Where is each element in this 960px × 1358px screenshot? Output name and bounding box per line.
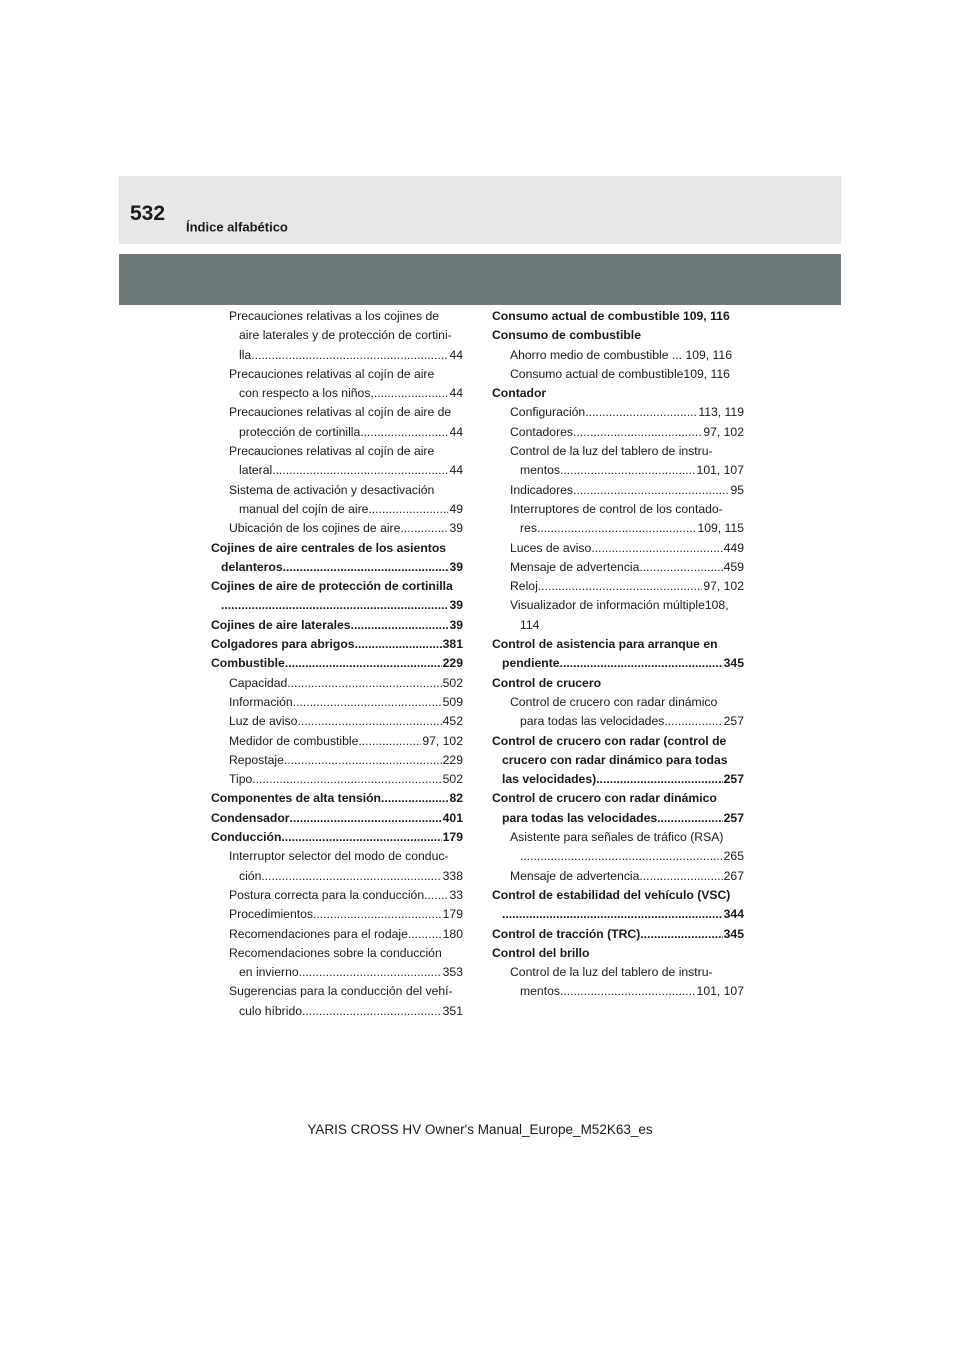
index-entry: [492, 423, 744, 442]
index-entry-text: [492, 674, 744, 693]
index-entry: [211, 751, 463, 770]
leader-dots: [560, 982, 696, 1001]
entry-label: Condensador: [211, 810, 290, 825]
entry-label: Precauciones relativas al cojín de aire: [229, 366, 435, 381]
leader-dots: [287, 674, 441, 693]
index-entry-text: [492, 789, 744, 808]
entry-label: Control de crucero: [492, 675, 602, 690]
index-entry-text: [492, 828, 744, 847]
leader-dots: [313, 905, 442, 924]
page-reference: 44: [449, 347, 463, 362]
leader-dots: [358, 732, 421, 751]
entry-label: Control de crucero con radar dinámico: [492, 791, 717, 806]
entry-label: pendiente: [502, 656, 560, 671]
entry-label: Control del brillo: [492, 945, 590, 960]
entry-label: Control de crucero con radar dinámico: [510, 694, 718, 709]
footer-manual-id: YARIS CROSS HV Owner's Manual_Europe_M52K63_es: [307, 1122, 653, 1137]
entry-label: Precauciones relativas al cojín de aire: [229, 444, 435, 459]
entry-label: crucero con radar dinámico para todas: [502, 752, 728, 767]
page-reference: 229: [442, 656, 463, 671]
entry-label: protección de cortinilla: [239, 424, 361, 439]
entry-label: Capacidad: [229, 675, 288, 690]
entry-label: Postura correcta para la conducción: [229, 887, 425, 902]
entry-label: Interruptores de control de los contado-: [510, 501, 723, 516]
index-entry: [492, 712, 744, 731]
entry-label: 114: [520, 617, 540, 632]
entry-label: Control de estabilidad del vehículo (VSC): [492, 887, 731, 902]
page-reference: 257: [723, 810, 744, 825]
entry-label: res: [520, 521, 537, 536]
entry-label: Luz de aviso: [229, 714, 298, 729]
leader-dots: [261, 867, 441, 886]
leader-dots: [284, 751, 442, 770]
section-title: Índice alfabético: [186, 219, 288, 235]
page-reference: 109, 115: [697, 521, 744, 536]
index-entry: [211, 828, 463, 847]
index-entry: [211, 886, 463, 905]
entry-label: Repostaje: [229, 752, 284, 767]
index-entry: [211, 905, 463, 924]
index-entry: [211, 616, 463, 635]
entry-label: mentos: [520, 984, 560, 999]
index-entry: [211, 674, 463, 693]
title-bar: [119, 254, 841, 305]
leader-dots: [297, 712, 441, 731]
entry-label: ción: [239, 868, 262, 883]
index-entry-text: [492, 500, 744, 519]
entry-label: Componentes de alta tensión: [211, 791, 381, 806]
page-reference: 345: [723, 926, 744, 941]
page-reference: 113, 119: [698, 405, 744, 420]
entry-label: Recomendaciones para el rodaje: [229, 926, 408, 941]
page-reference: 179: [442, 830, 463, 845]
leader-dots: [640, 925, 722, 944]
leader-dots: [424, 886, 448, 905]
page-reference: 509: [442, 694, 463, 709]
index-entry: [492, 461, 744, 480]
entry-label: lla: [239, 347, 252, 362]
page-reference: 229: [442, 752, 463, 767]
page-reference: 452: [442, 714, 463, 729]
leader-dots: [368, 500, 448, 519]
index-entry-text: [492, 732, 744, 751]
entry-label: Contador: [492, 386, 547, 401]
leader-dots: [302, 1002, 442, 1021]
index-entry-text: [211, 982, 463, 1001]
page-reference: 44: [449, 386, 463, 401]
entry-label: Control de la luz del tablero de instru-: [510, 444, 713, 459]
page-reference: 49: [449, 501, 463, 516]
index-entry-text: [492, 384, 744, 403]
leader-dots: [664, 712, 722, 731]
entry-label: Precauciones relativas al cojín de aire de: [229, 405, 452, 420]
entry-label: Visualizador de información múltiple108,: [510, 598, 729, 613]
page-reference: 97, 102: [422, 733, 463, 748]
page-reference: 257: [723, 772, 744, 787]
index-entry: [492, 558, 744, 577]
entry-label: Cojines de aire de protección de cortinilla: [211, 579, 453, 594]
index-entry: [211, 654, 463, 673]
entry-label: Indicadores: [510, 482, 574, 497]
page-reference: 257: [723, 714, 744, 729]
page-reference: 180: [442, 926, 463, 941]
leader-dots: [408, 925, 442, 944]
index-entry: [492, 403, 744, 422]
page-reference: 351: [442, 1003, 463, 1018]
entry-label: manual del cojín de aire: [239, 501, 369, 516]
leader-dots: [560, 461, 696, 480]
index-entry-text: [492, 751, 744, 770]
page-reference: 338: [442, 868, 463, 883]
index-entry: [492, 809, 744, 828]
index-entry: [492, 481, 744, 500]
index-entry: [211, 346, 463, 365]
page-reference: 33: [449, 887, 463, 902]
leader-dots: [221, 596, 448, 615]
page-reference: 101, 107: [696, 463, 744, 478]
index-entry-text: [211, 326, 463, 345]
page-reference: 345: [723, 656, 744, 671]
index-entry: [211, 596, 463, 615]
entry-label: Consumo de combustible: [492, 328, 641, 343]
index-entry: [211, 809, 463, 828]
entry-label: en invierno: [239, 965, 299, 980]
leader-dots: [573, 481, 729, 500]
entry-label: Cojines de aire laterales: [211, 617, 351, 632]
index-entry-text: [211, 944, 463, 963]
entry-label: Mensaje de advertencia: [510, 868, 640, 883]
index-entry: [492, 905, 744, 924]
entry-label: Medidor de combustible: [229, 733, 359, 748]
entry-label: delanteros: [221, 559, 283, 574]
leader-dots: [252, 770, 441, 789]
leader-dots: [299, 963, 442, 982]
leader-dots: [657, 809, 723, 828]
page-reference: 39: [449, 521, 463, 536]
entry-label: Ubicación de los cojines de aire: [229, 521, 401, 536]
page-reference: 344: [723, 907, 744, 922]
page-reference: 97, 102: [703, 579, 744, 594]
entry-label: Configuración: [510, 405, 586, 420]
entry-label: Información: [229, 694, 293, 709]
leader-dots: [591, 539, 722, 558]
entry-label: Control de tracción (TRC): [492, 926, 641, 941]
entry-label: Asistente para señales de tráfico (RSA): [510, 830, 724, 845]
entry-label: Luces de aviso: [510, 540, 592, 555]
page-reference: 267: [723, 868, 744, 883]
leader-dots: [400, 519, 448, 538]
index-entry: [211, 867, 463, 886]
page-reference: 97, 102: [703, 424, 744, 439]
leader-dots: [639, 558, 722, 577]
index-entry: [492, 539, 744, 558]
leader-dots: [283, 558, 449, 577]
leader-dots: [537, 519, 697, 538]
leader-dots: [290, 809, 442, 828]
index-entry-text: [492, 963, 744, 982]
index-entry: [211, 789, 463, 808]
index-entry-text: [492, 616, 744, 635]
leader-dots: [639, 867, 722, 886]
entry-label: Precauciones relativas a los cojines de: [229, 309, 440, 323]
page-reference: 502: [442, 675, 463, 690]
index-entry: [211, 1002, 463, 1021]
entry-label: Colgadores para abrigos: [211, 637, 355, 652]
index-entry-text: [492, 596, 744, 615]
page-reference: 101, 107: [696, 984, 744, 999]
entry-label: culo híbrido: [239, 1003, 303, 1018]
leader-dots: [502, 905, 723, 924]
index-entry: [492, 925, 744, 944]
leader-dots: [251, 346, 448, 365]
entry-label: con respecto a los niños: [239, 386, 371, 401]
leader-dots: [272, 461, 448, 480]
index-entry: [492, 867, 744, 886]
index-entry-text: [211, 307, 463, 326]
leader-dots: [285, 654, 442, 673]
entry-label: las velocidades): [502, 772, 597, 787]
entry-label: Recomendaciones sobre la conducción: [229, 945, 442, 960]
entry-label: Combustible: [211, 656, 285, 671]
index-entry: [211, 461, 463, 480]
entry-label: Consumo actual de combustible109, 116: [510, 366, 730, 381]
index-entry-text: [492, 442, 744, 461]
index-entry: [211, 500, 463, 519]
index-entry-text: [211, 577, 463, 596]
entry-label: Mensaje de advertencia: [510, 559, 640, 574]
index-entry: [492, 654, 744, 673]
page-reference: 265: [723, 849, 744, 864]
entry-label: Control de crucero con radar (control de: [492, 733, 727, 748]
page-reference: 459: [723, 559, 744, 574]
index-entry-text: [211, 847, 463, 866]
leader-dots: [585, 403, 697, 422]
leader-dots: [355, 635, 442, 654]
index-entry-text: [492, 886, 744, 905]
index-entry-text: [211, 481, 463, 500]
page-reference: 449: [723, 540, 744, 555]
index-entry: [211, 770, 463, 789]
entry-label: Conducción: [211, 830, 282, 845]
entry-label: Consumo actual de combustible 109, 116: [492, 309, 730, 323]
page-reference: 381: [442, 637, 463, 652]
entry-label: Control de asistencia para arranque en: [492, 637, 718, 652]
index-entry: [211, 732, 463, 751]
leader-dots: [381, 789, 448, 808]
leader-dots: [370, 384, 448, 403]
leader-dots: [560, 654, 723, 673]
entry-label: Interruptor selector del modo de conduc-: [229, 849, 449, 864]
entry-label: lateral: [239, 463, 273, 478]
index-entry: [211, 925, 463, 944]
index-entry-text: [492, 326, 744, 345]
index-entry: [211, 963, 463, 982]
entry-label: Procedimientos: [229, 907, 313, 922]
leader-dots: [538, 577, 703, 596]
page-reference: 179: [442, 907, 463, 922]
entry-label: mentos: [520, 463, 560, 478]
leader-dots: [351, 616, 449, 635]
entry-label: Cojines de aire centrales de los asientos: [211, 540, 447, 555]
page-reference: 44: [449, 424, 463, 439]
index-entry-text: [492, 635, 744, 654]
index-entry: [211, 693, 463, 712]
entry-label: aire laterales y de protección de cortini-: [239, 328, 452, 343]
index-entry-text: [211, 365, 463, 384]
page-reference: 502: [442, 772, 463, 787]
leader-dots: [293, 693, 442, 712]
leader-dots: [281, 828, 441, 847]
page-reference: 401: [442, 810, 463, 825]
index-entry: [492, 577, 744, 596]
entry-label: Contadores: [510, 424, 574, 439]
entry-label: para todas las velocidades: [520, 714, 665, 729]
index-entry-text: [492, 693, 744, 712]
index-entry-text: [211, 539, 463, 558]
entry-label: Sistema de activación y desactivación: [229, 482, 435, 497]
index-entry-text: [211, 403, 463, 422]
index-entry: [211, 558, 463, 577]
page-reference: 82: [449, 791, 463, 806]
index-entry: [211, 635, 463, 654]
leader-dots: [596, 770, 722, 789]
index-entry-text: [492, 944, 744, 963]
entry-label: Control de la luz del tablero de instru-: [510, 965, 713, 980]
page-reference: 353: [442, 965, 463, 980]
index-entry: [211, 519, 463, 538]
index-column-left: [211, 307, 463, 1021]
entry-label: Tipo: [229, 772, 253, 787]
page-reference: 39: [449, 617, 463, 632]
index-entry-text: [211, 442, 463, 461]
leader-dots: [520, 847, 723, 866]
entry-label: Ahorro medio de combustible ... 109, 116: [510, 347, 732, 362]
index-entry-text: [492, 346, 744, 365]
index-entry: [211, 712, 463, 731]
page-number: 532: [130, 202, 166, 225]
index-entry: [492, 770, 744, 789]
index-entry: [492, 847, 744, 866]
index-column-right: [492, 307, 744, 1002]
leader-dots: [573, 423, 702, 442]
index-entry: [211, 384, 463, 403]
entry-label: para todas las velocidades: [502, 810, 658, 825]
index-entry-text: [492, 365, 744, 384]
index-entry: [211, 423, 463, 442]
index-entry-text: [492, 307, 744, 326]
leader-dots: [360, 423, 448, 442]
page-reference: 95: [730, 482, 744, 497]
index-entry: [492, 982, 744, 1001]
entry-label: Sugerencias para la conducción del vehí-: [229, 984, 453, 999]
index-entry: [492, 519, 744, 538]
page-reference: 44: [449, 463, 463, 478]
page-reference: 39: [449, 598, 463, 613]
entry-label: Reloj: [510, 579, 538, 594]
page-reference: 39: [449, 559, 463, 574]
